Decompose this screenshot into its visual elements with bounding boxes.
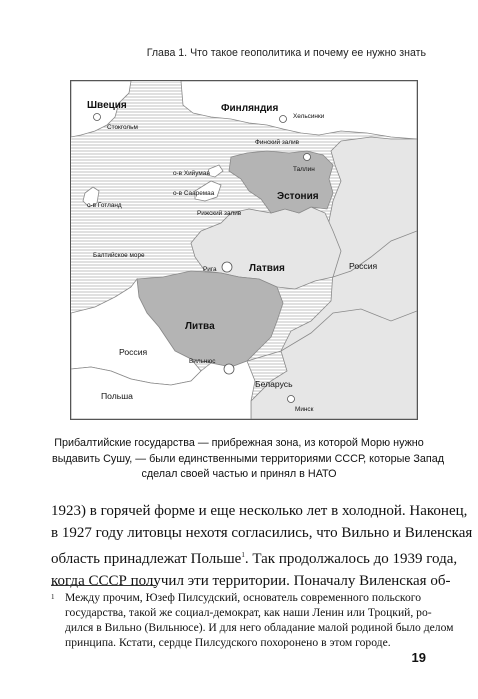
label-finland: Финляндия [221,103,279,114]
caption-line: Прибалтийские государства — прибрежная зона, из которой Морю нужно [54,437,424,449]
figure-caption [52,436,445,483]
baltic-map [70,80,418,420]
label-riga: Рига [203,266,217,273]
label-russia-kaliningrad: Россия [119,347,148,357]
label-gulf-riga: Рижский залив [197,210,242,217]
footnote [51,590,454,650]
vilnius-marker [224,364,234,374]
map-graphic [71,81,417,419]
helsinki-marker [280,116,287,123]
riga-marker [222,262,232,272]
footnote-line: принципа. Кстати, сердце Пилсудского похоронено в этом городе. [65,636,391,649]
body-line: когда СССР получил эти территории. Поначалу Виленская об- [51,573,451,589]
label-tallinn: Таллин [293,166,315,173]
footnote-line: Между прочим, Юзеф Пилсудский, основатель современного польского [65,591,422,604]
running-head: Глава 1. Что такое геополитика и почему ее нужно знать [146,47,426,59]
body-line-part: . Так продолжалось до 1939 года, [244,551,458,567]
caption-line: выдавить Сушу, — были единственными территориями СССР, которые Запад [52,452,445,465]
footnote-divider [51,585,156,586]
body-line-part: область принадлежат Польше [51,551,242,567]
label-gotland: о-в Готланд [87,202,122,209]
label-belarus: Беларусь [255,379,293,389]
tallinn-marker [304,154,311,161]
label-gulf-finland: Финский залив [255,139,300,146]
minsk-marker [288,396,295,403]
label-stockholm: Стокгольм [107,124,138,131]
label-vilnius: Вильнюс [189,358,216,365]
body-line: 1923) в горячей форме и еще несколько лет в холодной. Наконец, [51,503,468,519]
label-russia-east: Россия [349,261,378,271]
label-helsinki: Хельсинки [293,113,325,120]
label-baltic-sea: Балтийское море [93,252,145,259]
footnote-line: государства, такой же социал-демократ, как наши Ленин или Троцкий, ро- [65,606,432,619]
label-minsk: Минск [295,406,314,413]
label-latvia: Латвия [249,263,285,274]
label-lithuania: Литва [185,321,215,332]
label-sweden: Швеция [87,100,127,111]
label-saaremaa: о-в Сааремаа [173,190,215,197]
caption-line: сделал своей частью и принял в НАТО [141,468,337,480]
page-number: 19 [411,650,426,665]
label-estonia: Эстония [277,191,319,202]
body-line: в 1927 году литовцы нехотя согласились, что Вильно и Виленская [51,525,473,541]
label-poland: Польша [101,391,133,401]
footnote-line: дился в Вильно (Вильнюсе). И для него обладание малой родиной было делом [65,621,454,634]
stockholm-marker [94,114,101,121]
body-text [51,500,473,592]
footnote-ref[interactable]: 1 [241,551,245,559]
label-hiiumaa: о-в Хийумаа [173,170,210,177]
body-line [51,544,458,570]
footnote-mark: 1 [51,593,55,601]
